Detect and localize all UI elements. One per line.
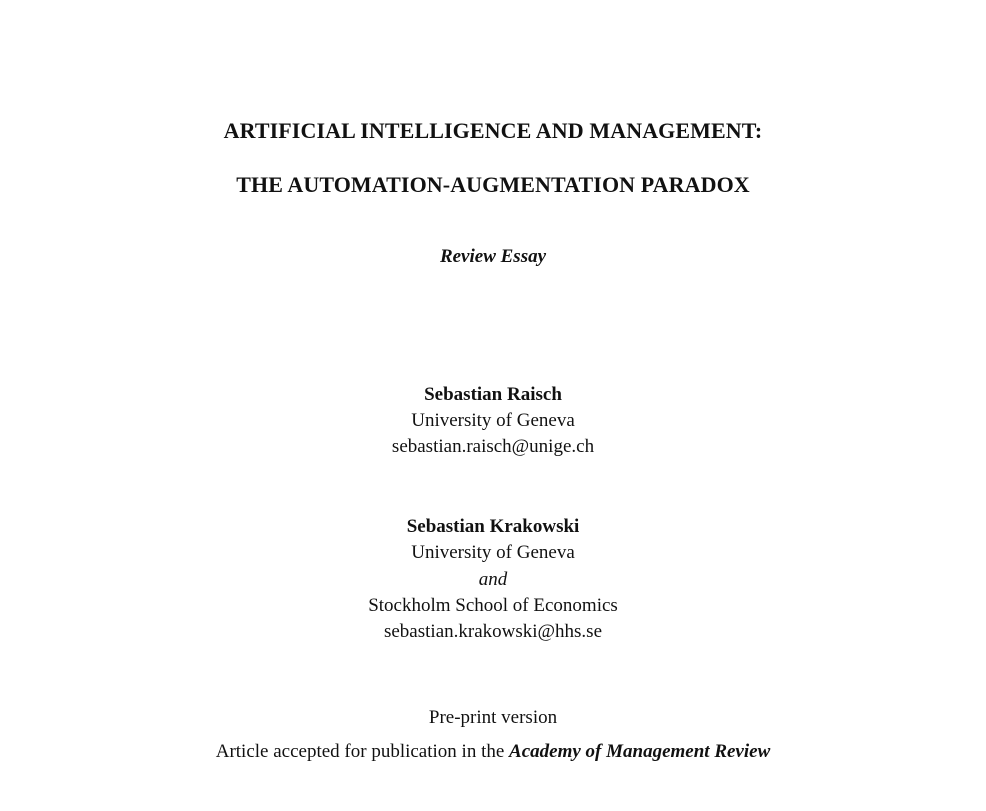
title-line-2: THE AUTOMATION-AUGMENTATION PARADOX [236, 172, 750, 197]
essay-type: Review Essay [439, 246, 547, 267]
journal-name: Academy of Management Review [509, 741, 771, 762]
author-affiliation: University of Geneva [411, 410, 575, 431]
author-email: sebastian.krakowski@hhs.se [383, 621, 603, 642]
publication-note [0, 741, 986, 763]
author-affiliation-2: Stockholm School of Economics [368, 595, 618, 616]
title-line-1: ARTIFICIAL INTELLIGENCE AND MANAGEMENT: [223, 118, 763, 143]
author-affiliation: University of Geneva [411, 542, 575, 563]
publication-prefix: Article accepted for publication in the [215, 741, 510, 762]
affiliation-conjunction: and [478, 569, 508, 590]
author-email: sebastian.raisch@unige.ch [391, 436, 595, 457]
version-note: Pre-print version [428, 707, 558, 728]
author-name: Sebastian Raisch [424, 384, 562, 405]
author-name: Sebastian Krakowski [406, 516, 580, 537]
